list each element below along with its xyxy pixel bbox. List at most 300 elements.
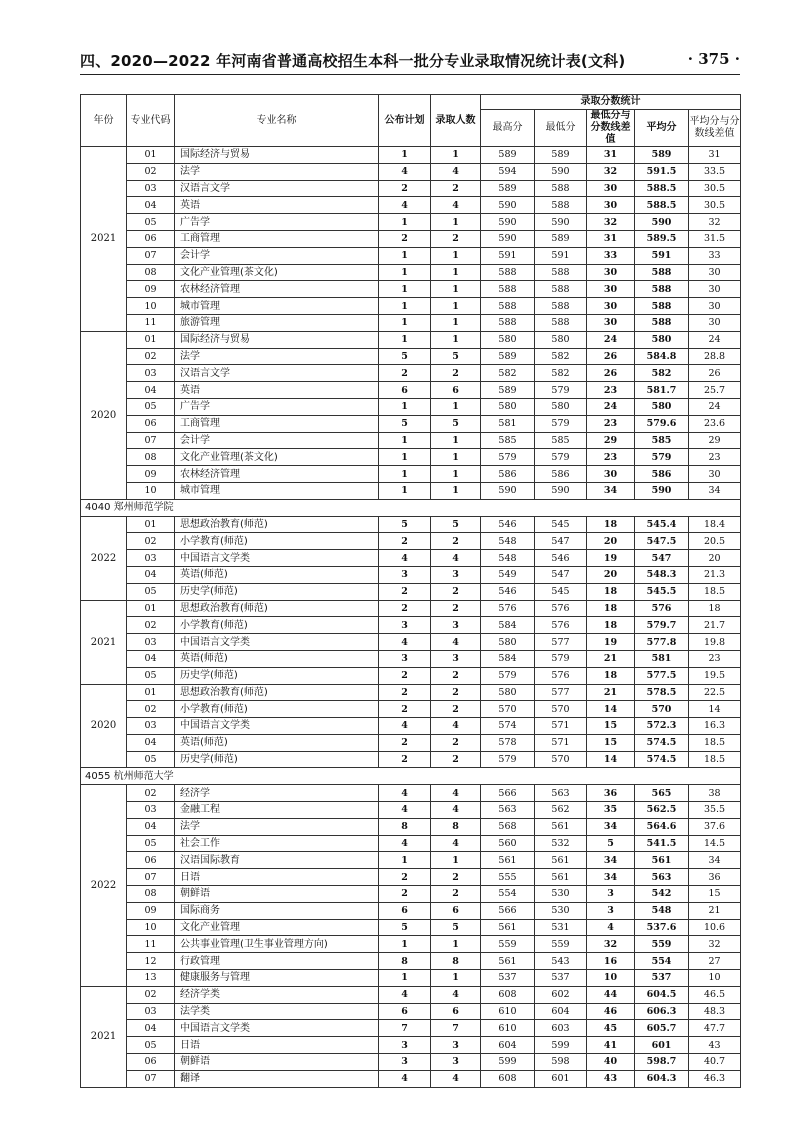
name-cell: 金融工程	[175, 802, 379, 819]
name-cell: 汉语言文学	[175, 180, 379, 197]
admission-table	[80, 94, 741, 1088]
max-cell: 554	[481, 886, 535, 903]
code-cell: 01	[127, 684, 175, 701]
name-cell: 英语	[175, 197, 379, 214]
table-row	[81, 466, 741, 483]
max-cell: 574	[481, 718, 535, 735]
code-cell: 05	[127, 398, 175, 415]
min-cell: 562	[535, 802, 587, 819]
plan-cell: 1	[379, 147, 431, 164]
plan-cell: 4	[379, 835, 431, 852]
min-diff-cell: 23	[587, 382, 635, 399]
plan-cell: 2	[379, 533, 431, 550]
max-cell: 586	[481, 466, 535, 483]
admitted-cell: 1	[431, 449, 481, 466]
min-diff-cell: 14	[587, 701, 635, 718]
plan-cell: 2	[379, 869, 431, 886]
code-cell: 03	[127, 365, 175, 382]
code-cell: 04	[127, 382, 175, 399]
plan-cell: 4	[379, 163, 431, 180]
admitted-cell: 5	[431, 415, 481, 432]
code-cell: 02	[127, 785, 175, 802]
table-row	[81, 818, 741, 835]
plan-cell: 6	[379, 382, 431, 399]
min-diff-cell: 3	[587, 886, 635, 903]
name-cell: 朝鲜语	[175, 1054, 379, 1071]
code-cell: 08	[127, 449, 175, 466]
name-cell: 广告学	[175, 214, 379, 231]
max-cell: 590	[481, 482, 535, 499]
avg-diff-cell: 18.4	[689, 516, 741, 533]
name-cell: 会计学	[175, 247, 379, 264]
min-diff-cell: 33	[587, 247, 635, 264]
max-cell: 582	[481, 365, 535, 382]
avg-cell: 588	[635, 298, 689, 315]
plan-cell: 1	[379, 281, 431, 298]
code-cell: 06	[127, 1054, 175, 1071]
table-row	[81, 970, 741, 987]
code-cell: 08	[127, 264, 175, 281]
avg-diff-cell: 19.5	[689, 667, 741, 684]
admitted-cell: 3	[431, 1037, 481, 1054]
avg-cell: 548.3	[635, 566, 689, 583]
col-name: 专业名称	[175, 95, 379, 147]
name-cell: 小学教育(师范)	[175, 701, 379, 718]
min-diff-cell: 20	[587, 533, 635, 550]
page-header	[80, 48, 740, 78]
page-title: 四、2020—2022 年河南省普通高校招生本科一批分专业录取情况统计表(文科)	[80, 52, 626, 70]
min-diff-cell: 18	[587, 617, 635, 634]
avg-cell: 589	[635, 147, 689, 164]
table-row	[81, 835, 741, 852]
table-row	[81, 566, 741, 583]
avg-cell: 580	[635, 331, 689, 348]
max-cell: 579	[481, 751, 535, 768]
code-cell: 02	[127, 533, 175, 550]
code-cell: 02	[127, 163, 175, 180]
min-diff-cell: 10	[587, 970, 635, 987]
admitted-cell: 1	[431, 314, 481, 331]
min-diff-cell: 36	[587, 785, 635, 802]
header-rule	[80, 74, 740, 75]
min-cell: 571	[535, 734, 587, 751]
plan-cell: 5	[379, 348, 431, 365]
min-cell: 590	[535, 482, 587, 499]
min-cell: 545	[535, 516, 587, 533]
name-cell: 日语	[175, 1037, 379, 1054]
plan-cell: 8	[379, 818, 431, 835]
col-avg-diff: 平均分与分数线差值	[689, 110, 741, 147]
min-diff-cell: 30	[587, 264, 635, 281]
code-cell: 05	[127, 583, 175, 600]
plan-cell: 3	[379, 1054, 431, 1071]
admitted-cell: 2	[431, 751, 481, 768]
admitted-cell: 4	[431, 634, 481, 651]
plan-cell: 1	[379, 331, 431, 348]
avg-diff-cell: 23	[689, 449, 741, 466]
code-cell: 04	[127, 818, 175, 835]
max-cell: 568	[481, 818, 535, 835]
table-row	[81, 432, 741, 449]
name-cell: 广告学	[175, 398, 379, 415]
max-cell: 584	[481, 650, 535, 667]
min-diff-cell: 30	[587, 298, 635, 315]
table-row	[81, 936, 741, 953]
name-cell: 中国语言文学类	[175, 634, 379, 651]
admitted-cell: 2	[431, 869, 481, 886]
name-cell: 法学	[175, 348, 379, 365]
avg-diff-cell: 27	[689, 953, 741, 970]
name-cell: 英语(师范)	[175, 734, 379, 751]
avg-diff-cell: 10.6	[689, 919, 741, 936]
avg-diff-cell: 30	[689, 281, 741, 298]
code-cell: 01	[127, 331, 175, 348]
min-diff-cell: 14	[587, 751, 635, 768]
name-cell: 经济学类	[175, 986, 379, 1003]
admitted-cell: 1	[431, 331, 481, 348]
min-cell: 547	[535, 566, 587, 583]
table-row	[81, 869, 741, 886]
admitted-cell: 2	[431, 230, 481, 247]
avg-cell: 581	[635, 650, 689, 667]
avg-cell: 547.5	[635, 533, 689, 550]
avg-diff-cell: 38	[689, 785, 741, 802]
table-header	[81, 95, 741, 147]
avg-cell: 580	[635, 398, 689, 415]
min-diff-cell: 18	[587, 516, 635, 533]
avg-cell: 591.5	[635, 163, 689, 180]
plan-cell: 2	[379, 180, 431, 197]
name-cell: 文化产业管理(茶文化)	[175, 264, 379, 281]
name-cell: 小学教育(师范)	[175, 617, 379, 634]
min-cell: 530	[535, 902, 587, 919]
max-cell: 604	[481, 1037, 535, 1054]
table-row	[81, 986, 741, 1003]
table-row	[81, 230, 741, 247]
avg-cell: 576	[635, 600, 689, 617]
max-cell: 579	[481, 449, 535, 466]
plan-cell: 2	[379, 667, 431, 684]
avg-diff-cell: 18	[689, 600, 741, 617]
min-cell: 579	[535, 382, 587, 399]
code-cell: 07	[127, 869, 175, 886]
name-cell: 英语(师范)	[175, 566, 379, 583]
admitted-cell: 4	[431, 197, 481, 214]
table-row	[81, 281, 741, 298]
max-cell: 555	[481, 869, 535, 886]
max-cell: 576	[481, 600, 535, 617]
avg-diff-cell: 33.5	[689, 163, 741, 180]
avg-diff-cell: 48.3	[689, 1003, 741, 1020]
min-diff-cell: 21	[587, 650, 635, 667]
table-row	[81, 264, 741, 281]
name-cell: 日语	[175, 869, 379, 886]
avg-diff-cell: 34	[689, 482, 741, 499]
plan-cell: 5	[379, 516, 431, 533]
table-row	[81, 247, 741, 264]
name-cell: 行政管理	[175, 953, 379, 970]
table-row	[81, 600, 741, 617]
min-diff-cell: 24	[587, 398, 635, 415]
table-row	[81, 147, 741, 164]
name-cell: 思想政治教育(师范)	[175, 516, 379, 533]
avg-cell: 570	[635, 701, 689, 718]
name-cell: 国际商务	[175, 902, 379, 919]
admitted-cell: 1	[431, 936, 481, 953]
max-cell: 561	[481, 953, 535, 970]
min-cell: 579	[535, 415, 587, 432]
admitted-cell: 1	[431, 482, 481, 499]
avg-cell: 590	[635, 482, 689, 499]
avg-cell: 588	[635, 281, 689, 298]
max-cell: 589	[481, 180, 535, 197]
avg-cell: 579	[635, 449, 689, 466]
avg-diff-cell: 30.5	[689, 197, 741, 214]
year-cell: 2021	[81, 600, 127, 684]
min-cell: 586	[535, 466, 587, 483]
min-diff-cell: 34	[587, 482, 635, 499]
plan-cell: 1	[379, 398, 431, 415]
plan-cell: 1	[379, 247, 431, 264]
avg-diff-cell: 31	[689, 147, 741, 164]
avg-cell: 541.5	[635, 835, 689, 852]
min-diff-cell: 20	[587, 566, 635, 583]
admitted-cell: 5	[431, 516, 481, 533]
min-cell: 580	[535, 331, 587, 348]
plan-cell: 2	[379, 701, 431, 718]
min-cell: 546	[535, 550, 587, 567]
code-cell: 04	[127, 1020, 175, 1037]
min-cell: 601	[535, 1070, 587, 1087]
min-cell: 589	[535, 230, 587, 247]
plan-cell: 1	[379, 214, 431, 231]
table-row	[81, 331, 741, 348]
plan-cell: 1	[379, 852, 431, 869]
avg-diff-cell: 29	[689, 432, 741, 449]
code-cell: 06	[127, 415, 175, 432]
name-cell: 历史学(师范)	[175, 751, 379, 768]
min-diff-cell: 32	[587, 163, 635, 180]
min-diff-cell: 35	[587, 802, 635, 819]
avg-cell: 579.6	[635, 415, 689, 432]
min-diff-cell: 40	[587, 1054, 635, 1071]
min-cell: 576	[535, 617, 587, 634]
admitted-cell: 8	[431, 953, 481, 970]
avg-diff-cell: 35.5	[689, 802, 741, 819]
min-cell: 582	[535, 348, 587, 365]
admitted-cell: 2	[431, 684, 481, 701]
avg-diff-cell: 30	[689, 466, 741, 483]
avg-cell: 604.3	[635, 1070, 689, 1087]
max-cell: 548	[481, 550, 535, 567]
min-cell: 561	[535, 818, 587, 835]
avg-cell: 582	[635, 365, 689, 382]
plan-cell: 3	[379, 617, 431, 634]
min-diff-cell: 30	[587, 466, 635, 483]
code-cell: 07	[127, 247, 175, 264]
admitted-cell: 3	[431, 1054, 481, 1071]
plan-cell: 1	[379, 449, 431, 466]
name-cell: 思想政治教育(师范)	[175, 600, 379, 617]
code-cell: 04	[127, 650, 175, 667]
admitted-cell: 6	[431, 1003, 481, 1020]
plan-cell: 4	[379, 802, 431, 819]
table-row	[81, 415, 741, 432]
avg-cell: 584.8	[635, 348, 689, 365]
table-row	[81, 734, 741, 751]
admitted-cell: 6	[431, 902, 481, 919]
avg-cell: 548	[635, 902, 689, 919]
avg-cell: 554	[635, 953, 689, 970]
name-cell: 朝鲜语	[175, 886, 379, 903]
col-avg: 平均分	[635, 110, 689, 147]
table-row	[81, 953, 741, 970]
plan-cell: 1	[379, 936, 431, 953]
avg-diff-cell: 46.3	[689, 1070, 741, 1087]
avg-cell: 588.5	[635, 180, 689, 197]
table-row	[81, 684, 741, 701]
min-cell: 598	[535, 1054, 587, 1071]
admitted-cell: 1	[431, 298, 481, 315]
plan-cell: 1	[379, 970, 431, 987]
min-diff-cell: 21	[587, 684, 635, 701]
code-cell: 06	[127, 852, 175, 869]
avg-diff-cell: 31.5	[689, 230, 741, 247]
max-cell: 588	[481, 314, 535, 331]
avg-cell: 564.6	[635, 818, 689, 835]
admitted-cell: 4	[431, 718, 481, 735]
max-cell: 559	[481, 936, 535, 953]
min-cell: 577	[535, 634, 587, 651]
max-cell: 594	[481, 163, 535, 180]
avg-diff-cell: 33	[689, 247, 741, 264]
avg-cell: 579.7	[635, 617, 689, 634]
table-row	[81, 298, 741, 315]
name-cell: 历史学(师范)	[175, 667, 379, 684]
max-cell: 589	[481, 382, 535, 399]
code-cell: 03	[127, 718, 175, 735]
min-diff-cell: 34	[587, 869, 635, 886]
table-row	[81, 1070, 741, 1087]
avg-diff-cell: 16.3	[689, 718, 741, 735]
min-diff-cell: 30	[587, 314, 635, 331]
plan-cell: 4	[379, 550, 431, 567]
min-diff-cell: 41	[587, 1037, 635, 1054]
avg-diff-cell: 20	[689, 550, 741, 567]
avg-diff-cell: 10	[689, 970, 741, 987]
section-row	[81, 768, 741, 785]
col-admitted: 录取人数	[431, 95, 481, 147]
name-cell: 会计学	[175, 432, 379, 449]
table-row	[81, 886, 741, 903]
avg-diff-cell: 21	[689, 902, 741, 919]
table-row	[81, 667, 741, 684]
name-cell: 社会工作	[175, 835, 379, 852]
max-cell: 560	[481, 835, 535, 852]
code-cell: 03	[127, 180, 175, 197]
min-diff-cell: 26	[587, 365, 635, 382]
min-cell: 579	[535, 650, 587, 667]
plan-cell: 2	[379, 751, 431, 768]
avg-diff-cell: 40.7	[689, 1054, 741, 1071]
table-row	[81, 802, 741, 819]
avg-diff-cell: 37.6	[689, 818, 741, 835]
code-cell: 07	[127, 1070, 175, 1087]
name-cell: 公共事业管理(卫生事业管理方向)	[175, 936, 379, 953]
min-cell: 570	[535, 701, 587, 718]
avg-diff-cell: 32	[689, 214, 741, 231]
avg-cell: 604.5	[635, 986, 689, 1003]
code-cell: 10	[127, 919, 175, 936]
year-cell: 2020	[81, 331, 127, 499]
avg-cell: 545.5	[635, 583, 689, 600]
min-cell: 547	[535, 533, 587, 550]
max-cell: 580	[481, 684, 535, 701]
col-max: 最高分	[481, 110, 535, 147]
table-row	[81, 718, 741, 735]
admitted-cell: 4	[431, 550, 481, 567]
max-cell: 588	[481, 281, 535, 298]
admitted-cell: 2	[431, 533, 481, 550]
max-cell: 610	[481, 1003, 535, 1020]
table-row	[81, 1020, 741, 1037]
max-cell: 590	[481, 197, 535, 214]
min-diff-cell: 19	[587, 634, 635, 651]
avg-cell: 581.7	[635, 382, 689, 399]
avg-cell: 605.7	[635, 1020, 689, 1037]
max-cell: 579	[481, 667, 535, 684]
plan-cell: 7	[379, 1020, 431, 1037]
min-diff-cell: 32	[587, 936, 635, 953]
min-diff-cell: 30	[587, 197, 635, 214]
min-diff-cell: 24	[587, 331, 635, 348]
name-cell: 中国语言文学类	[175, 1020, 379, 1037]
min-cell: 576	[535, 600, 587, 617]
min-cell: 589	[535, 147, 587, 164]
avg-cell: 542	[635, 886, 689, 903]
plan-cell: 3	[379, 650, 431, 667]
max-cell: 580	[481, 398, 535, 415]
min-diff-cell: 16	[587, 953, 635, 970]
code-cell: 09	[127, 902, 175, 919]
min-cell: 590	[535, 214, 587, 231]
admitted-cell: 1	[431, 247, 481, 264]
table-row	[81, 650, 741, 667]
min-cell: 603	[535, 1020, 587, 1037]
avg-diff-cell: 14	[689, 701, 741, 718]
table-row	[81, 701, 741, 718]
max-cell: 566	[481, 785, 535, 802]
name-cell: 文化产业管理(茶文化)	[175, 449, 379, 466]
max-cell: 599	[481, 1054, 535, 1071]
table-row	[81, 398, 741, 415]
admitted-cell: 2	[431, 701, 481, 718]
name-cell: 城市管理	[175, 298, 379, 315]
code-cell: 07	[127, 432, 175, 449]
table-row	[81, 902, 741, 919]
admitted-cell: 1	[431, 147, 481, 164]
table-row	[81, 449, 741, 466]
plan-cell: 5	[379, 415, 431, 432]
min-cell: 530	[535, 886, 587, 903]
code-cell: 06	[127, 230, 175, 247]
min-diff-cell: 29	[587, 432, 635, 449]
min-cell: 576	[535, 667, 587, 684]
admitted-cell: 2	[431, 365, 481, 382]
plan-cell: 2	[379, 684, 431, 701]
avg-diff-cell: 46.5	[689, 986, 741, 1003]
min-diff-cell: 3	[587, 902, 635, 919]
